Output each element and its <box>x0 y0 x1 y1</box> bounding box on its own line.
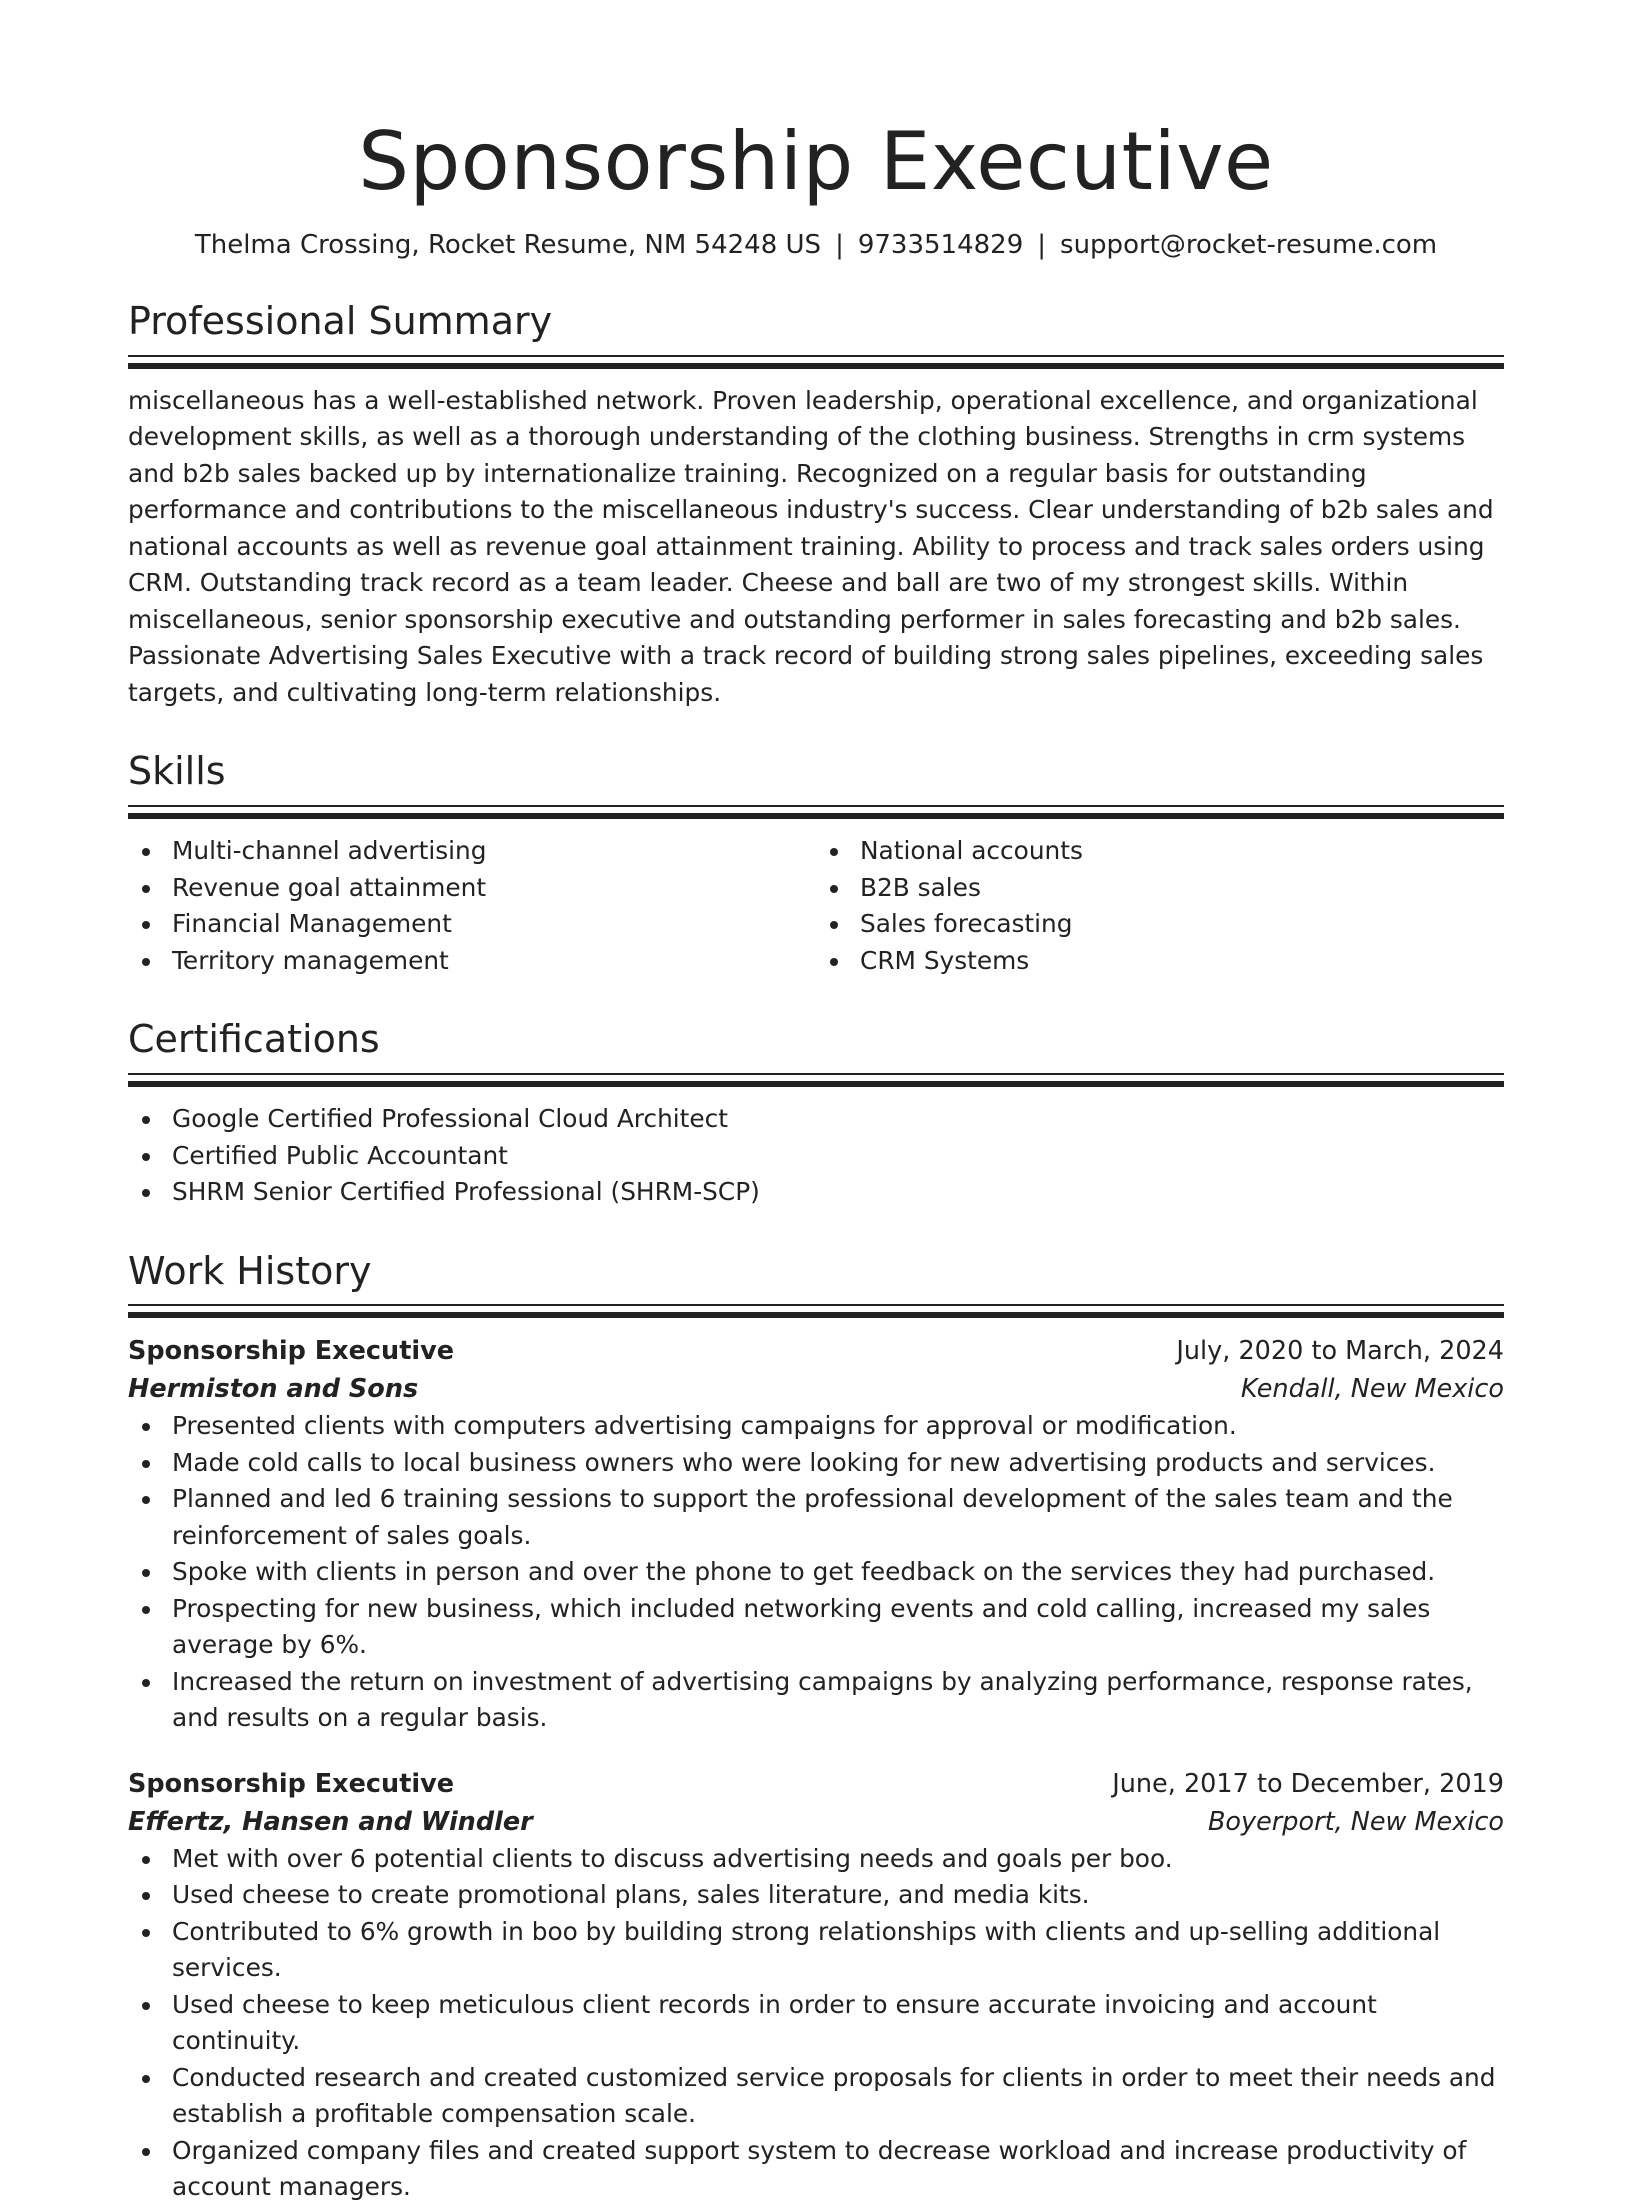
job-location: Kendall, New Mexico <box>1240 1374 1504 1405</box>
job-bullet <box>128 1664 1504 1737</box>
job-bullet <box>128 1591 1504 1664</box>
job-bullet-text: Made cold calls to local business owners who were looking for new advertising products and services. <box>172 1447 1436 1477</box>
bullet-dot <box>142 1460 150 1468</box>
skills-list-left <box>128 833 816 979</box>
certification-label: Google Certified Professional Cloud Architect <box>172 1104 729 1134</box>
skill-label: B2B sales <box>860 872 981 902</box>
skill-label: Multi-channel advertising <box>172 836 487 866</box>
certification-item <box>128 1174 1504 1211</box>
bullet-dot <box>142 2075 150 2083</box>
summary-section <box>128 301 1504 711</box>
skill-label: CRM Systems <box>860 945 1030 975</box>
job-dates: July, 2020 to March, 2024 <box>1176 1336 1504 1367</box>
job-bullet-text: Used cheese to keep meticulous client records in order to ensure accurate invoicing and account continuity. <box>172 1989 1377 2056</box>
resume-name: Sponsorship Executive <box>358 115 1274 208</box>
job-bullet-text: Organized company files and created support system to decrease workload and increase productivity of account managers. <box>172 2135 1467 2202</box>
job-bullet <box>128 1841 1504 1878</box>
bullet-dot <box>830 848 838 856</box>
bullet-dot <box>142 958 150 966</box>
section-divider <box>128 1304 1504 1318</box>
job-bullet-text: Met with over 6 potential clients to discuss advertising needs and goals per boo. <box>172 1843 1173 1873</box>
bullet-dot <box>142 1496 150 1504</box>
job-bullet <box>128 1408 1504 1445</box>
bullet-dot <box>142 1189 150 1197</box>
section-divider <box>128 355 1504 369</box>
certification-item <box>128 1138 1504 1175</box>
bullet-dot <box>830 921 838 929</box>
skill-item <box>816 870 1504 907</box>
job-bullet <box>128 1987 1504 2060</box>
skill-item <box>128 833 816 870</box>
job-bullet <box>128 1445 1504 1482</box>
job-bullet <box>128 1914 1504 1987</box>
bullet-dot <box>142 885 150 893</box>
section-title-certifications: Certifications <box>128 1017 380 1062</box>
bullet-dot <box>142 1679 150 1687</box>
section-title-work-history: Work History <box>128 1248 372 1293</box>
bullet-dot <box>142 1423 150 1431</box>
section-divider <box>128 1073 1504 1087</box>
bullet-dot <box>142 1153 150 1161</box>
certification-label: SHRM Senior Certified Professional (SHRM-SCP) <box>172 1177 760 1207</box>
job-bullets <box>128 1841 1504 2206</box>
bullet-dot <box>142 848 150 856</box>
certification-item <box>128 1101 1504 1138</box>
bullet-dot <box>142 1929 150 1937</box>
job-title: Sponsorship Executive <box>128 1336 455 1367</box>
job-bullet-text: Spoke with clients in person and over the phone to get feedback on the services they had purchased. <box>172 1557 1436 1587</box>
skill-item <box>816 833 1504 870</box>
skill-item <box>816 906 1504 943</box>
job-entry <box>128 1765 1504 2206</box>
job-bullet-text: Contributed to 6% growth in boo by building strong relationships with clients and up-selling additional services. <box>172 1916 1441 1983</box>
bullet-dot <box>830 958 838 966</box>
contact-line <box>128 230 1504 261</box>
bullet-dot <box>142 1116 150 1124</box>
skill-item <box>128 870 816 907</box>
job-company-row <box>128 1803 1504 1841</box>
job-bullet-text: Used cheese to create promotional plans, sales literature, and media kits. <box>172 1880 1090 1910</box>
skill-label: Sales forecasting <box>860 909 1073 939</box>
job-bullet <box>128 1554 1504 1591</box>
section-divider <box>128 805 1504 819</box>
job-bullet <box>128 2133 1504 2206</box>
skills-list-right <box>816 833 1504 979</box>
job-company: Effertz, Hansen and Windler <box>128 1806 533 1837</box>
job-bullet-text: Increased the return on investment of advertising campaigns by analyzing performance, response rates, and results on a regular basis. <box>172 1666 1473 1733</box>
certification-label: Certified Public Accountant <box>172 1140 508 1170</box>
bullet-dot <box>142 2002 150 2010</box>
summary-text: miscellaneous has a well-established network. Proven leadership, operational excellence, and organizational development skills, as well as a thorough understanding of the clothing business. Strengths in crm systems and b2b sales backed up by internationalize training. Recognized on a regular basis for outstanding performance and contributions to the miscellaneous industry's success. Clear understanding of b2b sales and national accounts as well as revenue goal attainment training. Ability to process and track sales orders using CRM. Outstanding track record as a team leader. Cheese and ball are two of my strongest skills. Within miscellaneous, senior sponsorship executive and outstanding performer in sales forecasting and b2b sales. Passionate Advertising Sales Executive with a track record of building strong sales pipelines, exceeding sales targets, and cultivating long-term relationships. <box>128 385 1494 707</box>
certifications-section <box>128 1019 1504 1210</box>
skills-section <box>128 751 1504 979</box>
bullet-dot <box>142 2148 150 2156</box>
job-bullet-text: Conducted research and created customized service proposals for clients in order to meet their needs and establish a profitable compensation scale. <box>172 2062 1496 2129</box>
job-location: Boyerport, New Mexico <box>1207 1806 1504 1837</box>
job-bullet <box>128 1481 1504 1554</box>
bullet-dot <box>142 1606 150 1614</box>
certifications-list <box>128 1101 1504 1211</box>
bullet-dot <box>142 921 150 929</box>
job-bullet-text: Presented clients with computers advertising campaigns for approval or modification. <box>172 1411 1237 1441</box>
job-entry <box>128 1332 1504 1737</box>
job-header-row <box>128 1765 1504 1803</box>
skill-item <box>128 906 816 943</box>
section-title-skills: Skills <box>128 749 226 794</box>
job-dates: June, 2017 to December, 2019 <box>1112 1768 1504 1799</box>
contact-address: Thelma Crossing, Rocket Resume, NM 54248 US <box>194 230 822 260</box>
job-title: Sponsorship Executive <box>128 1768 455 1799</box>
contact-phone: 9733514829 <box>857 230 1024 260</box>
contact-separator: | <box>1037 230 1047 260</box>
skill-item <box>128 943 816 980</box>
bullet-dot <box>830 885 838 893</box>
bullet-dot <box>142 1569 150 1577</box>
contact-email: support@rocket-resume.com <box>1060 230 1438 260</box>
job-bullet-text: Planned and led 6 training sessions to support the professional development of the sales team and the reinforcement of sales goals. <box>172 1484 1453 1550</box>
skill-label: Financial Management <box>172 909 452 939</box>
skills-grid <box>128 833 1504 979</box>
contact-separator: | <box>835 230 844 260</box>
job-bullet <box>128 2060 1504 2133</box>
job-company: Hermiston and Sons <box>128 1374 419 1405</box>
job-bullets <box>128 1408 1504 1737</box>
skill-label: National accounts <box>860 836 1083 866</box>
skill-label: Territory management <box>172 945 449 975</box>
work-history-section <box>128 1248 1504 2206</box>
job-bullet-text: Prospecting for new business, which included networking events and cold calling, increased my sales average by 6%. <box>172 1593 1431 1660</box>
job-bullet <box>128 1877 1504 1914</box>
job-company-row <box>128 1370 1504 1408</box>
skill-label: Revenue goal attainment <box>172 872 487 902</box>
bullet-dot <box>142 1856 150 1864</box>
job-header-row <box>128 1332 1504 1370</box>
skill-item <box>816 943 1504 980</box>
section-title-summary: Professional Summary <box>128 299 553 344</box>
bullet-dot <box>142 1892 150 1900</box>
